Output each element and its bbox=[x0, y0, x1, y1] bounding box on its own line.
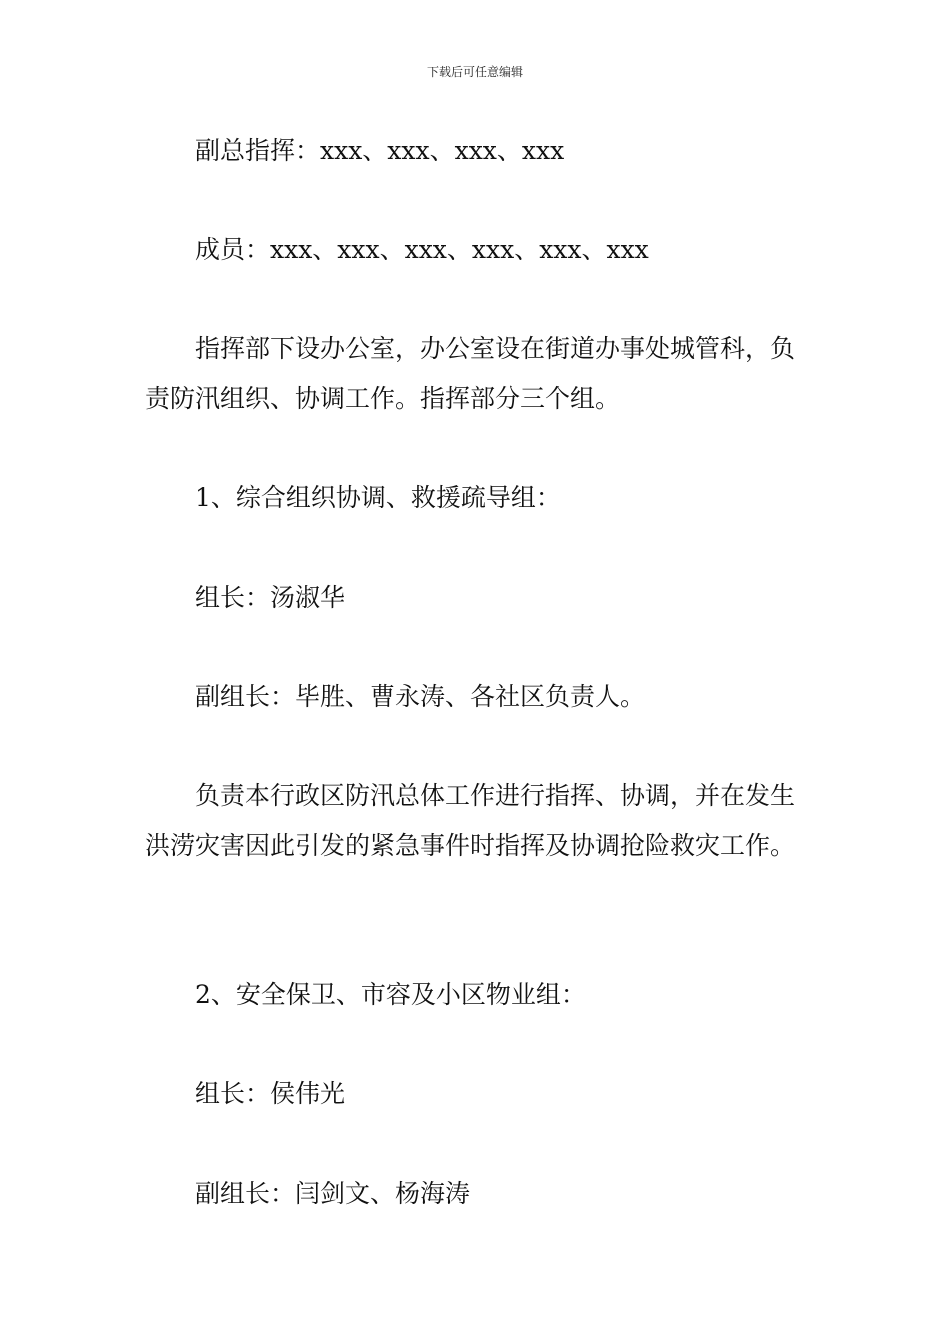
office-paragraph: 指挥部下设办公室，办公室设在街道办事处城管科，负责防汛组织、协调工作。指挥部分三个组。 bbox=[145, 334, 796, 413]
group-1-deputy-leaders: 副组长：毕胜、曹永涛、各社区负责人。 bbox=[195, 682, 646, 711]
group-2-heading: 2、安全保卫、市容及小区物业组： bbox=[195, 980, 586, 1009]
group-2-deputy-leaders: 副组长：闫剑文、杨海涛 bbox=[195, 1179, 471, 1208]
deputy-commanders-paragraph: 副总指挥：xxx、xxx、xxx、xxx bbox=[195, 136, 565, 165]
group-1-leader: 组长：汤淑华 bbox=[195, 583, 346, 612]
group-1-duties-paragraph: 负责本行政区防汛总体工作进行指挥、协调，并在发生洪涝灾害因此引发的紧急事件时指挥及协调抢险救灾工作。 bbox=[145, 781, 796, 860]
group-2-leader: 组长：侯伟光 bbox=[195, 1079, 346, 1108]
members-paragraph: 成员：xxx、xxx、xxx、xxx、xxx、xxx bbox=[195, 235, 649, 264]
page-header: 下载后可任意编辑 bbox=[426, 65, 523, 79]
group-1-heading: 1、综合组织协调、救援疏导组： bbox=[195, 483, 561, 512]
